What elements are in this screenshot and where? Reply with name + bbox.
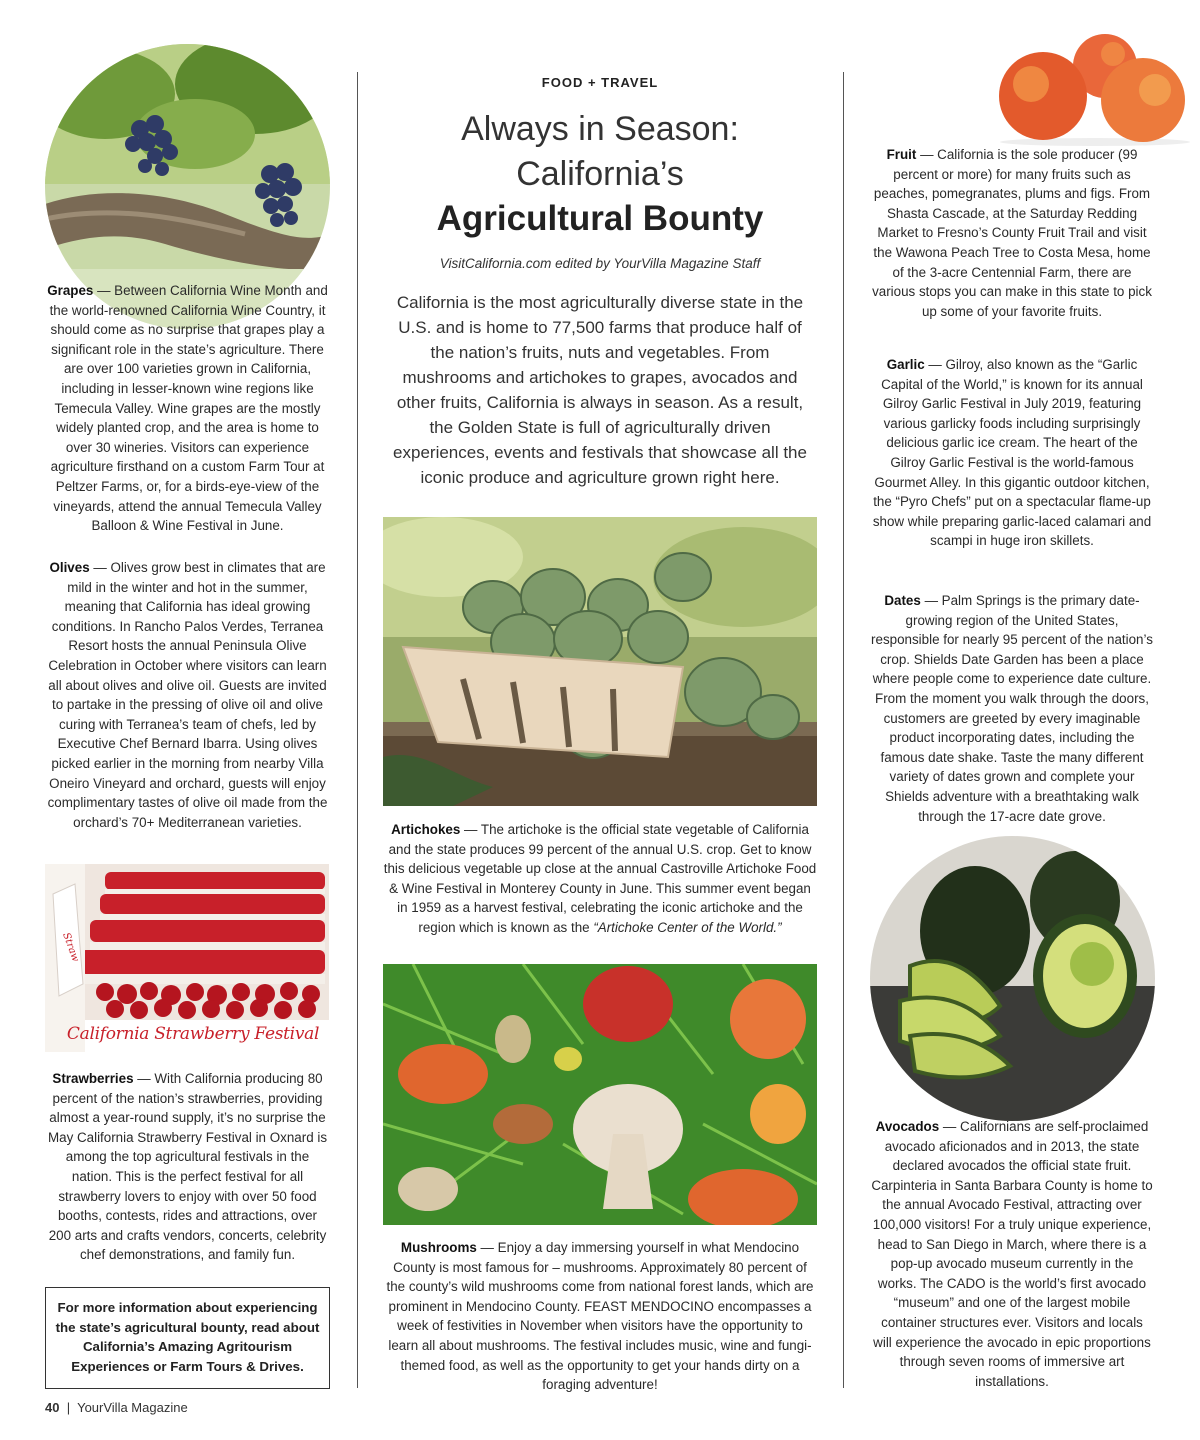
artichokes-photo (383, 517, 817, 806)
strawberries-text: Strawberries — With California producing 80 percent of the nation’s strawberries, providing almost a year-round supply, it’s no surprise the May California Strawberry Festival in Oxnard is among the top agricultural festivals in the nation. This is the perfect festival for all strawberry lovers to enjoy with over 50 food booths, contests, rides and attractions, over 200 arts and crafts vendors, concerts, celebrity chef demonstrations, and family fun. (47, 1071, 328, 1263)
garlic-text: Garlic — Gilroy, also known as the “Garlic Capital of the World,” is known for its annual Gilroy Garlic Festival in July 2019, featuring various garlicky foods including surprisingly delicious garlic ice cream. The heart of the Gilroy Garlic Festival is the world-famous Gourmet Alley. In this gigantic outdoor kitchen, the “Pyro Chefs” put on a spectacular flame-up show while preparing garlic-laced calamari and scampi in huge iron skillets. (872, 357, 1152, 549)
page-number: 40 (45, 1400, 60, 1415)
fruit-text: Fruit — California is the sole producer (99 percent or more) for many fruits such as peaches, pomegranates, plums and figs. From Shasta Cascade, at the Saturday Redding Market to Fresno’s County Fruit Trail and visit the Wawona Peach Tree to Costa Mesa, home of the 3-acre Centennial Farm, there are various stops you can make in this state to pick up some of your favorite fruits. (872, 147, 1152, 319)
artichokes-text: Artichokes — The artichoke is the official state vegetable of California and the state produces 99 percent of the annual U.S. crop. Get to know this delicious vegetable up close at the annual Castroville Artichoke Food & Wine Festival in Monterey County in June. This summer event began in 1959 as a harvest festival, celebrating the iconic artichoke and the region which is known as the “Artichoke Center of the World.” (383, 822, 817, 935)
avocados-photo (870, 836, 1155, 1121)
footer-separator: | (66, 1400, 71, 1415)
strawberries-photo (45, 864, 329, 1052)
dates-text: Dates — Palm Springs is the primary date-growing region of the United States, responsible for nearly 95 percent of the nation’s crop. Shields Date Garden has been a place where people come to experience date culture. From the moment you walk through the doors, customers are greeted by every imaginable product incorporating dates, including the famous date shake. Taste the many different variety of dates grown and complete your Shields adventure with a breathtaking walk through the 17-acre date grove. (871, 593, 1153, 824)
page-footer (45, 1400, 188, 1415)
svg-text:Straw: Straw (60, 931, 81, 964)
avocados-text: Avocados — Californians are self-proclaimed avocado aficionados and in 2013, the state declared avocados the official state fruit. Carpinteria in Santa Barbara County is home to the annual Avocado Festival, attracting over 100,000 visitors! For a truly unique experience, head to San Diego in March, where there is a pop-up avocado museum currently in the works. The CADO is the world’s first avocado “museum” and one of the largest mobile container structures ever. Visitors and locals will experience the avocado in epic proportions through seven rooms of immersive art installations. (871, 1119, 1153, 1389)
column-rule-left (357, 72, 358, 1388)
section-kicker: FOOD + TRAVEL (541, 75, 659, 90)
title-line-3: Agricultural Bounty (436, 199, 764, 238)
column-rule-right (843, 72, 844, 1388)
info-box: For more information about experiencing the state’s agricultural bounty, read about California’s Amazing Agritourism Experiences or Farm Tours & Drives. (45, 1287, 330, 1389)
title-line-2: California’s (516, 155, 684, 193)
intro-paragraph: California is the most agriculturally diverse state in the U.S. and is home to 77,500 farms that produce half of the nation’s fruits, nuts and vegetables. From mushrooms and artichokes to grapes, avocados and other fruits, California is always in season. As a result, the Golden State is full of agriculturally driven experiences, events and festivals that showcase all the iconic produce and agriculture grown right here. (393, 293, 807, 487)
mushrooms-photo (383, 964, 817, 1225)
title-line-1: Always in Season: (461, 110, 739, 148)
olives-text: Olives — Olives grow best in climates that are mild in the winter and hot in the summer, meaning that California has ideal growing conditions. In Rancho Palos Verdes, Terranea Resort hosts the annual Peninsula Olive Celebration in October where visitors can learn all about olives and olive oil. Guests are invited to partake in the pressing of olive oil and olive curing with Terranea’s team of chefs, led by Executive Chef Bernard Ibarra. Using olives picked earlier in the morning from nearby Villa Oneiro Vineyard and orchard, guests will enjoy complimentary tastes of olive oil made from the orchard’s 70+ Mediterranean varieties. (47, 560, 328, 830)
mushrooms-text: Mushrooms — Enjoy a day immersing yourself in what Mendocino County is most famous for – mushrooms. Approximately 80 percent of the county’s wild mushrooms come from national forest lands, which are prominent in Mendocino County. FEAST MENDOCINO encompasses a week of festivities in November when visitors have the opportunity to learn all about mushrooms. The festival includes music, wine and fungi-themed food, as well as the opportunity to get your hands dirty on a foraging adventure! (386, 1240, 814, 1393)
magazine-name: YourVilla Magazine (77, 1400, 188, 1415)
byline: VisitCalifornia.com edited by YourVilla Magazine Staff (439, 256, 761, 271)
grapes-text: Grapes — Between California Wine Month and the world-renowned California Wine Country, it should come as no surprise that grapes play a significant role in the state’s agriculture. There are over 100 varieties grown in California, including in lesser-known wine regions like Temecula Valley. Wine grapes are the mostly widely planted crop, and the area is home to over 30 wineries. Visitors can experience agriculture firsthand on a custom Farm Tour at Peltzer Farms, or, for a birds-eye-view of the vineyards, attend the annual Temecula Valley Balloon & Wine Festival in June. (47, 283, 328, 534)
strawberry-festival-sign: California Strawberry Festival (66, 1024, 320, 1044)
peaches-photo (995, 34, 1195, 146)
